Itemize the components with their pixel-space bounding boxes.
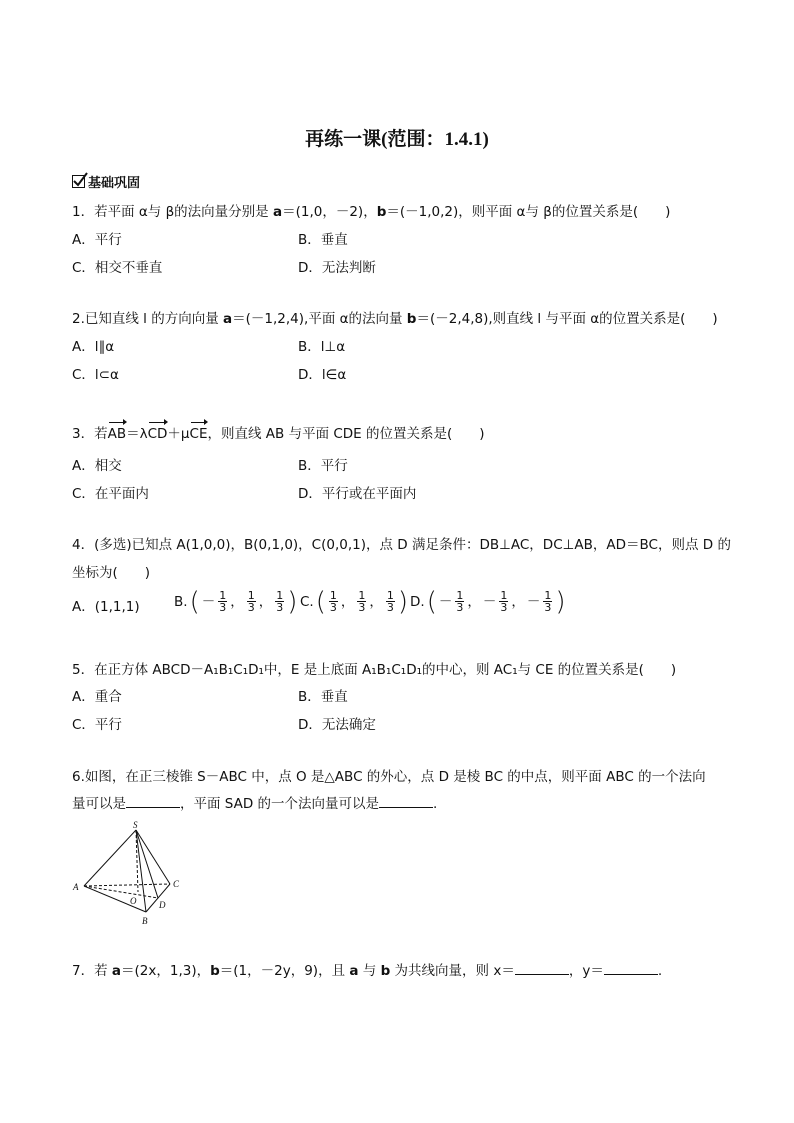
section-title: 基础巩固 — [88, 176, 141, 191]
label-o: O — [130, 896, 137, 906]
checkbox-icon — [72, 175, 85, 188]
vector-ab: AB — [107, 426, 127, 442]
q1-option-b: B．垂直 — [298, 232, 348, 248]
q1-option-a: A．平行 — [72, 232, 122, 248]
q5-option-a: A．重合 — [72, 689, 122, 705]
page-title: 再练一课(范围：1.4.1) — [305, 129, 489, 150]
answer-blank — [126, 795, 180, 808]
fraction: $\frac{1}{3}$ — [358, 589, 366, 614]
q1-option-c: C．相交不垂直 — [72, 260, 163, 276]
q5-option-c: C．平行 — [72, 717, 122, 733]
fraction: $\frac{1}{3}$ — [386, 589, 394, 614]
fraction: $\frac{1}{3}$ — [219, 589, 227, 614]
q5-option-b: B．垂直 — [298, 689, 348, 705]
section-heading — [72, 172, 140, 191]
fraction: $\frac{1}{3}$ — [247, 589, 255, 614]
fraction: $\frac{1}{3}$ — [456, 589, 464, 614]
q3-option-a: A．相交 — [72, 458, 122, 474]
question-4-stem-line1: 4．(多选)已知点 A(1,0,0)，B(0,1,0)，C(0,0,1)，点 D 满足条件：DB⊥AC，DC⊥AB，AD＝BC，则点 D 的 — [72, 537, 731, 553]
question-4-stem-line2: 坐标为( ) — [72, 565, 151, 581]
q4-option-a: A．(1,1,1) — [72, 599, 140, 615]
vector-ce: CE — [189, 426, 208, 442]
q2-option-b: B．l⊥α — [298, 339, 346, 355]
vector-cd: CD — [147, 426, 168, 442]
label-b: B — [142, 916, 148, 926]
question-7-stem: 7．若 a＝(2x，1,3)，b＝(1，－2y，9)，且 a 与 b 为共线向量，则 x＝ ，y＝ . — [72, 963, 663, 979]
label-s: S — [133, 820, 138, 830]
pyramid-figure — [70, 820, 190, 928]
question-6-stem-line1: 6.如图，在正三棱锥 S－ABC 中，点 O 是△ABC 的外心，点 D 是棱 BC 的中点，则平面 ABC 的一个法向 — [72, 769, 706, 785]
question-6-stem-line2: 量可以是 ，平面 SAD 的一个法向量可以是 . — [72, 796, 438, 812]
label-c: C — [173, 879, 180, 889]
q4-option-c: C. ( $\frac{1}{3}$ ， $\frac{1}{3}$ ， $\frac{1}{3}$ ) — [300, 586, 409, 617]
q4-option-b: B. ( － $\frac{1}{3}$ ， $\frac{1}{3}$ ， $\frac{1}{3}$ ) — [174, 586, 298, 617]
question-2-stem: 2.已知直线 l 的方向向量 a＝(－1,2,4),平面 α的法向量 b＝(－2,4,8),则直线 l 与平面 α的位置关系是( ) — [72, 311, 718, 327]
q3-option-c: C．在平面内 — [72, 486, 149, 502]
question-3-stem: 3．若AB＝λCD＋μCE，则直线 AB 与平面 CDE 的位置关系是( ) — [72, 426, 485, 442]
q2-option-d: D．l∈α — [298, 367, 347, 383]
answer-blank — [604, 962, 658, 975]
answer-blank — [515, 962, 569, 975]
answer-blank — [379, 795, 433, 808]
question-1-stem: 1．若平面 α与 β的法向量分别是 a＝(1,0，－2)，b＝(－1,0,2)，则平面 α与 β的位置关系是( ) — [72, 204, 671, 220]
fraction: $\frac{1}{3}$ — [276, 589, 284, 614]
q3-option-d: D．平行或在平面内 — [298, 486, 417, 502]
question-5-stem: 5．在正方体 ABCD－A₁B₁C₁D₁中，E 是上底面 A₁B₁C₁D₁的中心，则 AC₁与 CE 的位置关系是( ) — [72, 662, 677, 678]
fraction: $\frac{1}{3}$ — [500, 589, 508, 614]
fraction: $\frac{1}{3}$ — [329, 589, 337, 614]
q1-option-d: D．无法判断 — [298, 260, 376, 276]
fraction: $\frac{1}{3}$ — [544, 589, 552, 614]
q2-option-a: A．l∥α — [72, 339, 115, 355]
label-d: D — [159, 900, 166, 910]
q4-option-d: D. ( － $\frac{1}{3}$ ， － $\frac{1}{3}$ ， － $\frac{1}{3}$ ) — [410, 586, 566, 617]
q3-option-b: B．平行 — [298, 458, 348, 474]
q5-option-d: D．无法确定 — [298, 717, 376, 733]
q2-option-c: C．l⊂α — [72, 367, 119, 383]
label-a: A — [73, 882, 79, 892]
